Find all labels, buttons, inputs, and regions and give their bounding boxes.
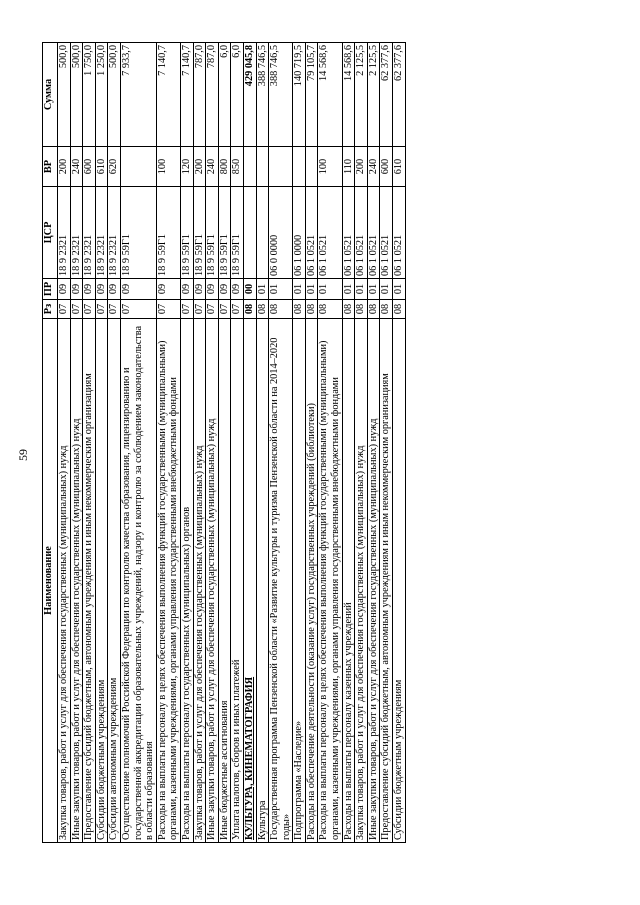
row-csr: 06 1 0000 [293,187,306,279]
row-rz: 07 [156,300,180,319]
table-row [218,43,231,843]
row-rz: 07 [120,300,156,319]
row-rz: 08 [342,300,355,319]
header-sum: Сумма [43,43,58,147]
row-sum: 787,0 [206,43,219,147]
row-csr: 06 1 0521 [380,187,393,279]
row-csr: 18 9 2321 [58,187,71,279]
table-row [70,43,83,843]
row-rz: 07 [58,300,71,319]
row-pr: 01 [393,279,406,300]
table-row [269,43,293,843]
row-name: Закупка товаров, работ и услуг для обеспечения государственных (муниципальных) нужд [355,319,368,843]
table-row [380,43,393,843]
row-rz: 08 [355,300,368,319]
row-vr: 110 [342,147,355,187]
header-rz: Рз [43,300,58,319]
row-name: Иные бюджетные ассигнования [218,319,231,843]
row-vr [243,147,256,187]
row-sum: 79 105,7 [305,43,318,147]
row-name: Закупка товаров, работ и услуг для обеспечения государственных (муниципальных) нужд [58,319,71,843]
row-name: Расходы на выплаты персоналу в целях обеспечения выполнения функций государственными (муниципальными) органами, казенными учреждениями, органами управления государственными внебюджетными фондами [318,319,342,843]
row-pr: 01 [342,279,355,300]
row-pr: 09 [218,279,231,300]
row-pr: 00 [243,279,256,300]
row-csr: 18 9 2321 [95,187,108,279]
row-name: Иные закупки товаров, работ и услуг для обеспечения государственных (муниципальных) нужд [70,319,83,843]
row-csr: 18 9 2321 [70,187,83,279]
row-rz: 07 [206,300,219,319]
row-vr: 850 [231,147,244,187]
row-pr: 01 [269,279,293,300]
row-sum: 429 045,8 [243,43,256,147]
row-pr: 09 [120,279,156,300]
row-vr [305,147,318,187]
row-vr [256,147,269,187]
row-rz: 08 [380,300,393,319]
row-pr: 09 [83,279,96,300]
row-pr: 09 [156,279,180,300]
row-rz: 08 [318,300,342,319]
row-sum: 2 125,5 [367,43,380,147]
row-pr: 09 [108,279,121,300]
row-name: Подпрограмма «Наследие» [293,319,306,843]
row-pr: 09 [95,279,108,300]
row-sum: 500,0 [70,43,83,147]
row-sum: 500,0 [58,43,71,147]
table-row [206,43,219,843]
row-sum: 2 125,5 [355,43,368,147]
row-pr: 01 [256,279,269,300]
table-row [180,43,193,843]
row-name: Иные закупки товаров, работ и услуг для обеспечения государственных (муниципальных) нужд [367,319,380,843]
row-name: Предоставление субсидий бюджетным, автономным учреждениям и иным некоммерческим организациям [380,319,393,843]
header-name: Наименование [43,319,58,843]
row-csr: 18 9 59Г1 [206,187,219,279]
row-pr: 01 [355,279,368,300]
row-vr: 240 [367,147,380,187]
row-sum: 1 250,0 [95,43,108,147]
row-csr: 06 1 0521 [318,187,342,279]
row-pr: 09 [206,279,219,300]
row-name: Предоставление субсидий бюджетным, автономным учреждениям и иным некоммерческим организациям [83,319,96,843]
row-csr: 06 1 0521 [305,187,318,279]
page-number: 59 [16,449,30,461]
row-rz: 07 [83,300,96,319]
row-pr: 09 [231,279,244,300]
row-pr: 01 [293,279,306,300]
row-csr: 18 9 2321 [108,187,121,279]
table-row [367,43,380,843]
row-vr: 600 [83,147,96,187]
row-csr: 18 9 59Г1 [120,187,156,279]
budget-table [42,42,406,843]
row-csr: 18 9 2321 [83,187,96,279]
row-csr: 18 9 59Г1 [156,187,180,279]
table-row [256,43,269,843]
row-name: Субсидии бюджетным учреждениям [95,319,108,843]
row-vr: 620 [108,147,121,187]
table-row [58,43,71,843]
row-csr: 06 0 0000 [269,187,293,279]
row-sum: 388 746,5 [269,43,293,147]
row-pr: 09 [180,279,193,300]
row-sum: 7 140,7 [180,43,193,147]
row-pr: 01 [305,279,318,300]
row-rz: 07 [70,300,83,319]
row-sum: 14 568,6 [318,43,342,147]
row-csr: 06 1 0521 [367,187,380,279]
row-vr: 120 [180,147,193,187]
row-rz: 07 [95,300,108,319]
row-sum: 388 746,5 [256,43,269,147]
table-row [83,43,96,843]
row-csr: 18 9 59Г1 [231,187,244,279]
header-csr: ЦСР [43,187,58,279]
row-vr: 240 [206,147,219,187]
row-name: Культура [256,319,269,843]
row-vr [269,147,293,187]
table-row [355,43,368,843]
row-csr: 18 9 59Г1 [193,187,206,279]
row-sum: 14 568,6 [342,43,355,147]
row-vr: 610 [95,147,108,187]
table-row [108,43,121,843]
row-rz: 08 [393,300,406,319]
row-rz: 07 [231,300,244,319]
row-name: Закупка товаров, работ и услуг для обеспечения государственных (муниципальных) нужд [193,319,206,843]
row-name: Осуществление полномочий Российской Федерации по контролю качества образования, лицензированию и государственной аккредитации образовательных учреждений, надзору и контролю за соблюдением законодательства в области образования [120,319,156,843]
row-rz: 07 [180,300,193,319]
row-name: Субсидии бюджетным учреждениям [393,319,406,843]
row-csr: 06 1 0521 [393,187,406,279]
row-sum: 140 719,5 [293,43,306,147]
row-name: Расходы на выплаты персоналу в целях обеспечения выполнения функций государственными (муниципальными) органами, казенными учреждениями, органами управления государственными внебюджетными фондами [156,319,180,843]
row-pr: 01 [318,279,342,300]
table-row [95,43,108,843]
row-vr: 240 [70,147,83,187]
row-name: Уплата налогов, сборов и иных платежей [231,319,244,843]
row-sum: 62 377,6 [380,43,393,147]
table-row [318,43,342,843]
table-row [193,43,206,843]
row-name: Иные закупки товаров, работ и услуг для обеспечения государственных (муниципальных) нужд [206,319,219,843]
row-csr: 06 1 0521 [342,187,355,279]
row-vr: 610 [393,147,406,187]
row-sum: 62 377,6 [393,43,406,147]
row-sum: 7 933,7 [120,43,156,147]
row-sum: 6,0 [218,43,231,147]
table-header-row [43,43,58,843]
table-row [393,43,406,843]
row-csr: 18 9 59Г1 [180,187,193,279]
row-rz: 08 [269,300,293,319]
table-row [305,43,318,843]
row-rz: 08 [293,300,306,319]
row-name: Субсидии автономным учреждениям [108,319,121,843]
row-csr: 18 9 59Г1 [218,187,231,279]
row-sum: 1 750,0 [83,43,96,147]
row-vr [293,147,306,187]
row-pr: 01 [367,279,380,300]
table-body [58,43,406,843]
row-sum: 787,0 [193,43,206,147]
header-vr: ВР [43,147,58,187]
row-vr: 200 [193,147,206,187]
row-vr: 100 [318,147,342,187]
row-sum: 6,0 [231,43,244,147]
row-sum: 7 140,7 [156,43,180,147]
table-row [120,43,156,843]
table-row [231,43,244,843]
row-csr [243,187,256,279]
row-pr: 09 [193,279,206,300]
row-csr: 06 1 0521 [355,187,368,279]
row-rz: 07 [193,300,206,319]
table-row [156,43,180,843]
row-name: Расходы на обеспечение деятельности (оказание услуг) государственных учреждений (библиотеки) [305,319,318,843]
row-vr: 200 [58,147,71,187]
row-csr [256,187,269,279]
row-vr [120,147,156,187]
row-name: КУЛЬТУРА, КИНЕМАТОГРАФИЯ [243,319,256,843]
row-sum: 500,0 [108,43,121,147]
row-pr: 09 [58,279,71,300]
row-pr: 09 [70,279,83,300]
row-rz: 08 [243,300,256,319]
row-name: Расходы на выплаты персоналу государственных (муниципальных) органов [180,319,193,843]
row-rz: 07 [108,300,121,319]
row-rz: 08 [305,300,318,319]
table-row [293,43,306,843]
row-vr: 600 [380,147,393,187]
table-row [243,43,256,843]
row-rz: 08 [367,300,380,319]
row-name: Расходы на выплаты персоналу казенных учреждений [342,319,355,843]
row-name: Государственная программа Пензенской области «Развитие культуры и туризма Пензенской области на 2014–2020 годы» [269,319,293,843]
row-rz: 07 [218,300,231,319]
table-row [342,43,355,843]
row-pr: 01 [380,279,393,300]
row-rz: 08 [256,300,269,319]
header-pr: ПР [43,279,58,300]
row-vr: 100 [156,147,180,187]
row-vr: 800 [218,147,231,187]
row-vr: 200 [355,147,368,187]
